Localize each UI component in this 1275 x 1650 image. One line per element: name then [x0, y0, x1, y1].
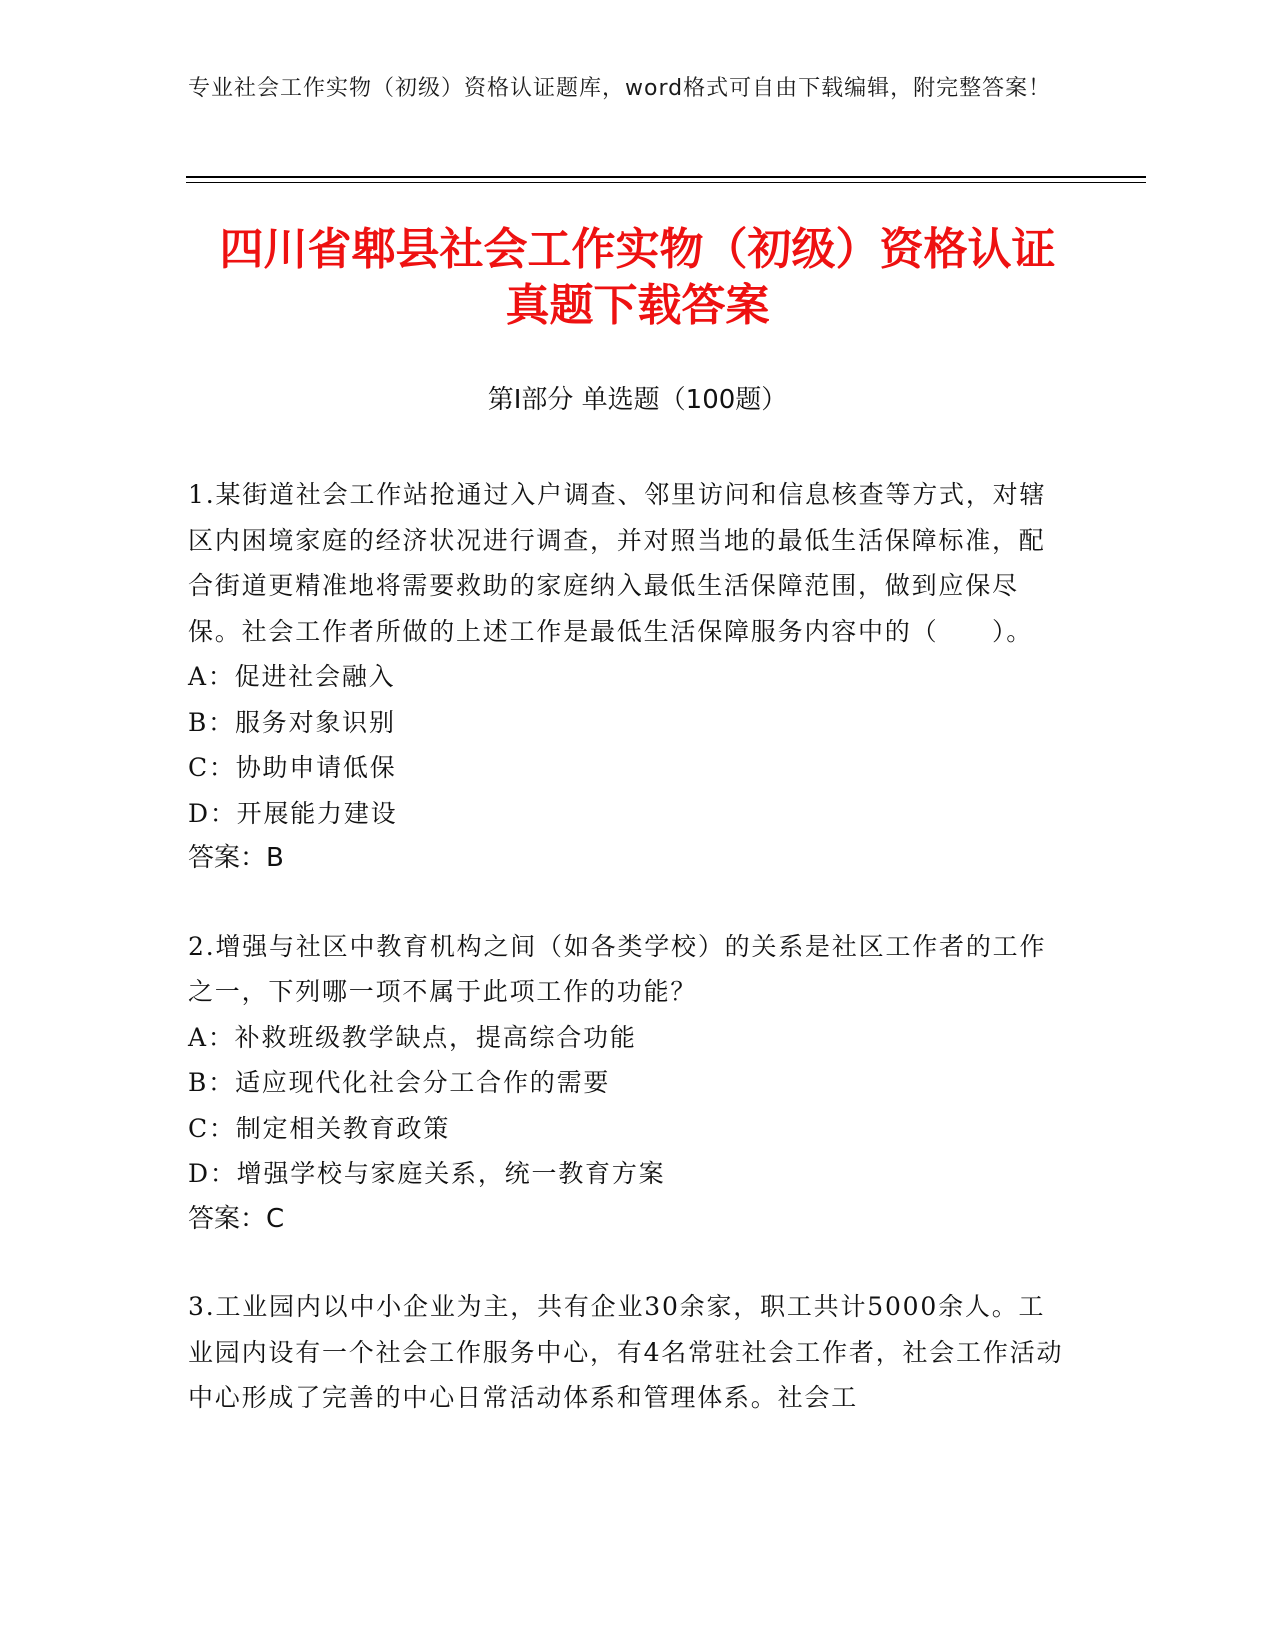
question-2: [188, 924, 1068, 1243]
option-b: B：适应现代化社会分工合作的需要: [188, 1068, 611, 1097]
answer-line: 答案：B: [188, 843, 284, 873]
question-1: [188, 472, 1068, 882]
option-a: A：补救班级教学缺点，提高综合功能: [188, 1022, 637, 1052]
question-list: [188, 472, 1068, 1463]
header-note: 专业社会工作实物（初级）资格认证题库，word格式可自由下载编辑，附完整答案！: [188, 76, 1052, 101]
option-c: C：协助申请低保: [188, 753, 397, 782]
option-d: D：开展能力建设: [188, 798, 398, 828]
option-b: B：服务对象识别: [188, 707, 396, 737]
header-rule-thick: [186, 176, 1146, 178]
answer-line: 答案：C: [188, 1203, 285, 1234]
document-title-line-1: 四川省郫县社会工作实物（初级）资格认证: [219, 224, 1056, 275]
option-a: A：促进社会融入: [188, 662, 396, 691]
option-d: D：增强学校与家庭关系，统一教育方案: [188, 1159, 666, 1188]
question-stem: 1.某街道社会工作站抢通过入户调查、邻里访问和信息核查等方式，对辖区内困境家庭的经济状况进行调查，并对照当地的最低生活保障标准，配合街道更精准地将需要救助的家庭纳入最低生活保障范围，做到应保尽保。社会工作者所做的上述工作是最低生活保障服务内容中的（ ）。: [188, 480, 1047, 646]
question-stem: 2.增强与社区中教育机构之间（如各类学校）的关系是社区工作者的工作之一，下列哪一项不属于此项工作的功能？: [188, 931, 1047, 1006]
option-c: C：制定相关教育政策: [188, 1113, 451, 1143]
document-title-line-2: 真题下载答案: [505, 280, 770, 331]
question-stem: 3.工业园内以中小企业为主，共有企业30余家，职工共计5000余人。工业园内设有一个社会工作服务中心，有4名常驻社会工作者，社会工作活动中心形成了完善的中心日常活动体系和管理体系。社会工: [188, 1292, 1064, 1412]
section-title: 第Ⅰ部分 单选题（100题）: [487, 385, 788, 415]
question-3: [188, 1284, 1068, 1421]
document-title: [160, 222, 1115, 334]
header-rule-thin: [186, 182, 1146, 183]
